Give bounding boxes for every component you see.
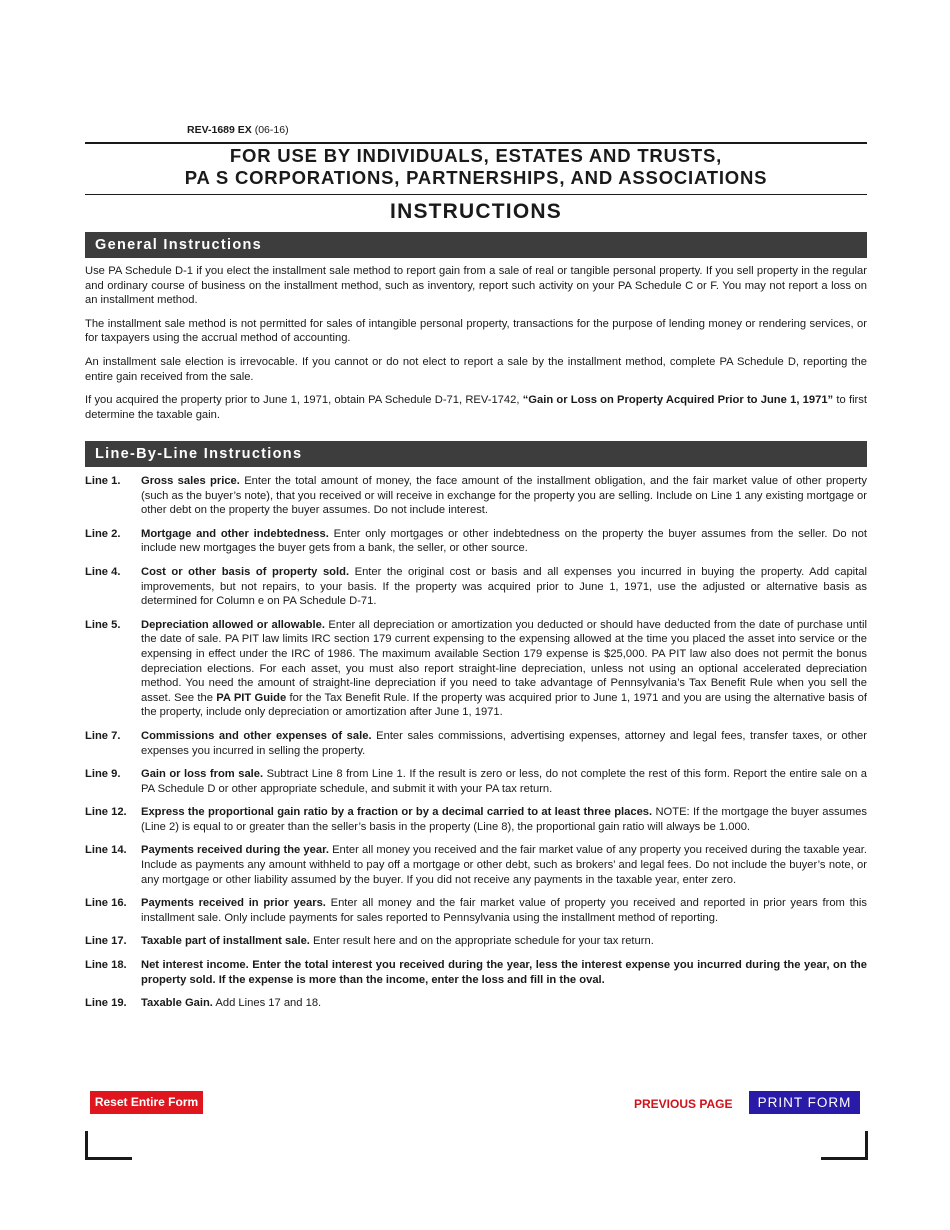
general-instructions-header: General Instructions xyxy=(85,232,867,258)
line-by-line-header: Line-By-Line Instructions xyxy=(85,441,867,467)
previous-page-link[interactable]: PREVIOUS PAGE xyxy=(634,1097,733,1111)
line-item xyxy=(85,996,867,1011)
line-description: for the Tax Benefit Rule. If the property was acquired prior to June 1, 1971 and you are using the alternative basis of the property, include only depreciation or amortization after June 1, 1971. xyxy=(141,691,867,719)
line-text xyxy=(141,934,867,949)
line-item xyxy=(85,805,867,834)
top-divider xyxy=(85,142,867,144)
line-label: Line 17. xyxy=(85,935,127,948)
line-description: Enter sales commissions, advertising expenses, attorney and legal fees, transfer taxes, or other expenses you incurred in selling the property. xyxy=(141,729,868,757)
line-description: Add Lines 17 and 18. xyxy=(212,997,322,1010)
line-description: Enter all depreciation or amortization you deducted or should have deducted from the date of purchase until the date of sale. PA PIT law limits IRC section 179 current expensing to the expensing allowed at the time you placed the asset into service or the expensing in effect under the IRC of 1986. The maximum available Section 179 expense is $25,000. PA PIT law also does not permit the bonus depreciation elections. For each asset, you must also report straight-line depreciation, unless not using an optional accelerated depreciation method. You need the amount of straight-line depreciation if you need to take advantage of Pennsylvania’s Tax Benefit Rule when you sell the asset. See the xyxy=(141,618,867,704)
line-title: Gross sales price. xyxy=(141,475,240,487)
line-description: Enter the total amount of money, the face amount of the installment obligation, and the fair market value of other property (such as the buyer’s note), that you received or will receive in exchange for the property you are selling. Include on Line 1 any existing mortgage or other debt on the property the buyer assumes. Do not include interest. xyxy=(141,475,867,517)
line-label: Line 5. xyxy=(85,618,121,631)
line-text xyxy=(141,474,867,518)
page-title: INSTRUCTIONS xyxy=(390,200,562,223)
line-item xyxy=(85,527,867,556)
line-text xyxy=(141,565,867,609)
general-paragraph: Use PA Schedule D-1 if you elect the installment sale method to report gain from a sale of real or tangible personal property. If you sell property in the regular and ordinary course of business on the installment method, such as inventory, report such activity on your PA Schedule C or F. You may not report a loss on an installment method. xyxy=(85,265,867,307)
line-text xyxy=(141,896,867,925)
line-text xyxy=(141,767,867,796)
general-paragraph: The installment sale method is not permitted for sales of intangible personal property, transactions for the purpose of lending money or rendering services, or for taxpayers using the accrual method of accounting. xyxy=(85,317,867,345)
line-label: Line 14. xyxy=(85,844,127,857)
general-paragraph-text: If you acquired the property prior to June 1, 1971, obtain PA Schedule D-71, REV-1742, xyxy=(85,394,523,407)
line-label: Line 18. xyxy=(85,959,127,972)
line-title: Taxable part of installment sale. xyxy=(141,935,310,948)
line-description: NOTE: If the mortgage the buyer assumes (Line 2) is equal to or greater than the seller’s basis in the property (Line 8), the proportional gain ratio will always be 1.000. xyxy=(141,806,867,833)
line-item xyxy=(85,729,867,758)
line-text xyxy=(141,843,867,887)
line-description: Enter all money and the fair market value of property you received and reported in prior years from this installment sale. Only include payments for sales reported to Pennsylvania using the installment method of reporting. xyxy=(141,897,867,924)
line-text xyxy=(141,618,867,720)
line-text xyxy=(141,729,867,758)
pa-pit-guide-reference: PA PIT Guide xyxy=(216,691,287,704)
line-instructions-list xyxy=(85,474,867,1020)
line-title: Taxable Gain. xyxy=(141,997,213,1010)
line-description: Enter all money you received and the fair market value of any property you received during the taxable year. Include as payments any amount withheld to pay off a mortgage or other debt, such as brokers’ and legal fees. Do not include the buyer’s note, or any mortgage or other liability assumed by the buyer. If you did not receive any payments in the taxable year, enter zero. xyxy=(141,844,867,886)
line-item xyxy=(85,474,867,518)
use-heading-line-1: FOR USE BY INDIVIDUALS, ESTATES AND TRUSTS, xyxy=(229,145,723,166)
line-title: Express the proportional gain ratio by a fraction or by a decimal carried to at least three places. xyxy=(141,806,653,819)
line-description: Subtract Line 8 from Line 1. If the result is zero or less, do not complete the rest of this form. Report the entire sale on a PA Schedule D or other appropriate schedule, and submit it with your PA tax return. xyxy=(141,768,867,795)
line-title: Payments received during the year. xyxy=(141,844,329,857)
line-text xyxy=(141,527,867,556)
general-paragraph xyxy=(85,393,867,422)
use-heading-line-2: PA S CORPORATIONS, PARTNERSHIPS, AND ASSOCIATIONS xyxy=(184,167,768,188)
line-title: Gain or loss from sale. xyxy=(141,768,264,781)
line-label: Line 16. xyxy=(85,897,127,910)
line-title: Net interest income. Enter the total interest you received during the year, less the interest expense you incurred during the year, on the property sold. If the expense is more than the income, enter the loss and fill in the oval. xyxy=(141,959,867,986)
revision-date: (06-16) xyxy=(254,124,289,136)
line-item xyxy=(85,618,867,720)
line-item xyxy=(85,934,867,949)
general-paragraph-text: to first determine the taxable gain. xyxy=(85,394,867,421)
line-text xyxy=(141,805,867,834)
line-item xyxy=(85,565,867,609)
heading-divider xyxy=(85,194,867,195)
line-description: Enter only mortgages or other indebtedness on the property the buyer assumes from the seller. Do not include new mortgages the buyer gets from a bank, the seller, or other source. xyxy=(141,527,867,555)
line-item xyxy=(85,896,867,925)
print-form-button[interactable]: PRINT FORM xyxy=(749,1091,860,1114)
line-title: Depreciation allowed or allowable. xyxy=(141,618,325,631)
line-title: Commissions and other expenses of sale. xyxy=(141,729,372,742)
crop-mark-right xyxy=(821,1131,868,1160)
line-label: Line 1. xyxy=(85,475,121,487)
line-label: Line 7. xyxy=(85,729,121,742)
general-paragraph: An installment sale election is irrevocable. If you cannot or do not elect to report a sale by the installment method, complete PA Schedule D, reporting the entire gain received from the sale. xyxy=(85,355,867,383)
line-label: Line 4. xyxy=(85,565,121,578)
reset-form-button[interactable]: Reset Entire Form xyxy=(90,1091,203,1114)
form-number-text: REV-1689 EX xyxy=(187,124,252,136)
schedule-d71-title: “Gain or Loss on Property Acquired Prior to June 1, 1971” xyxy=(522,394,834,407)
line-label: Line 9. xyxy=(85,768,121,781)
line-item xyxy=(85,958,867,987)
line-text xyxy=(141,996,867,1011)
line-title: Mortgage and other indebtedness. xyxy=(141,527,329,540)
form-number xyxy=(187,124,289,136)
use-heading xyxy=(85,145,867,189)
line-label: Line 12. xyxy=(85,806,127,819)
general-instructions-body xyxy=(85,264,867,431)
line-description: Enter result here and on the appropriate schedule for your tax return. xyxy=(309,935,654,948)
line-title: Payments received in prior years. xyxy=(141,897,326,910)
line-item xyxy=(85,767,867,796)
line-title: Cost or other basis of property sold. xyxy=(141,565,350,578)
line-item xyxy=(85,843,867,887)
line-label: Line 2. xyxy=(85,527,121,540)
crop-mark-left xyxy=(85,1131,132,1160)
line-text xyxy=(141,958,867,987)
line-description: Enter the original cost or basis and all expenses you incurred in buying the property. Add capital improvements, but not repairs, to your basis. If the property was acquired prior to June 1, 1971, use the adjusted or alternative basis as determined for Column e on PA Schedule D-71. xyxy=(141,565,867,608)
line-label: Line 19. xyxy=(85,997,127,1010)
